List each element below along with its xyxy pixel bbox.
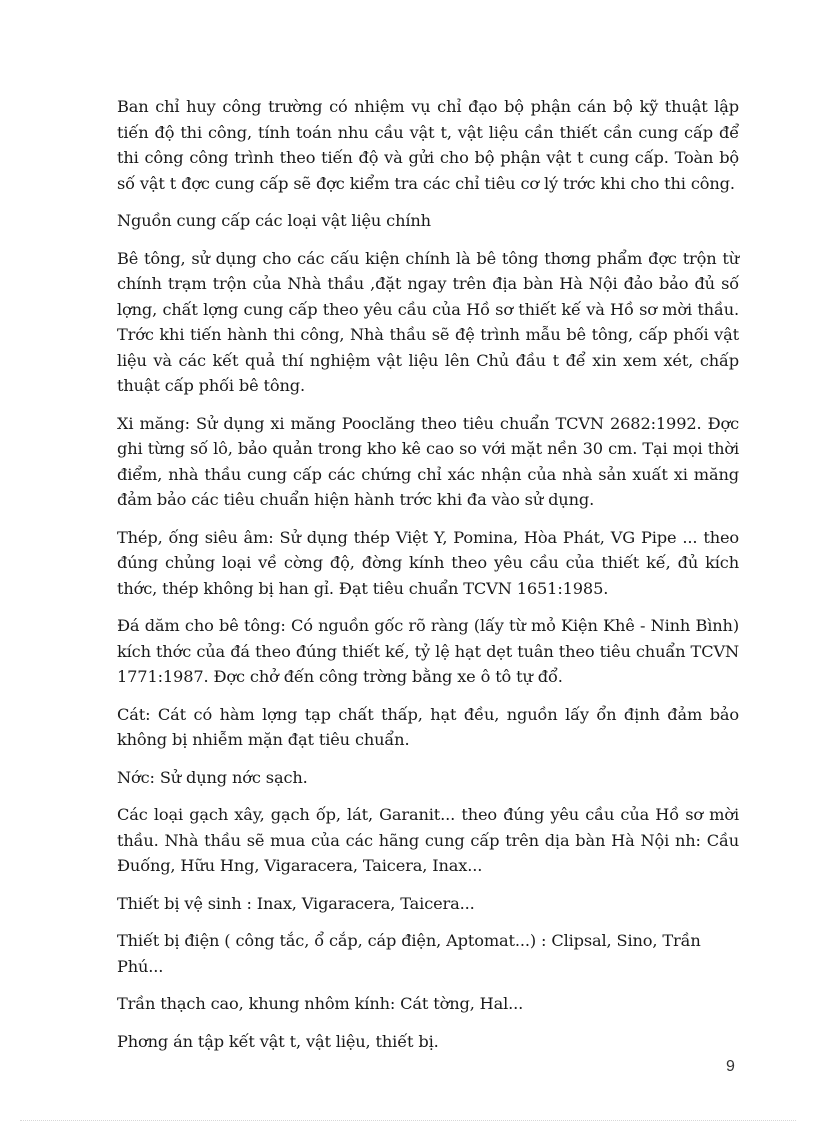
heading-material-sources: Nguồn cung cấp các loại vật liệu chính (117, 211, 431, 230)
paragraph-sand: Cát: Cát có hàm lợng tạp chất thấp, hạt đều, nguồn lấy ổn định đảm bảo không bị nhiễm mặn đạt tiêu chuẩn. (117, 704, 739, 749)
paragraph-crushed-stone: Đá dăm cho bê tông: Có nguồn gốc rõ ràng (lấy từ mỏ Kiện Khê - Ninh Bình) kích thớc của đá theo đúng thiết kế, tỷ lệ hạt dẹt tuân theo tiêu chuẩn TCVN 1771:1987. Đợc chở đến công trờng bằng xe ô tô tự đổ. (117, 616, 739, 686)
page-number: 9 (726, 1058, 735, 1075)
paragraph-concrete: Bê tông, sử dụng cho các cấu kiện chính là bê tông thơng phẩm đợc trộn từ chính trạm trộn của Nhà thầu ,đặt ngay trên địa bàn Hà Nội đảo bảo đủ số lợng, chất lợng cung cấp theo yêu cầu của Hồ sơ thiết kế và Hồ sơ mời thầu. Trớc khi tiến hành thi công, Nhà thầu sẽ đệ trình mẫu bê tông, cấp phối vật liệu và các kết quả thí nghiệm vật liệu lên Chủ đầu t để xin xem xét, chấp thuật cấp phối bê tông. (117, 248, 739, 395)
paragraph-sanitary-equipment: Thiết bị vệ sinh : Inax, Vigaracera, Taicera... (117, 893, 475, 913)
paragraph-electrical-equipment: Thiết bị điện ( công tắc, ổ cắp, cáp điện, Aptomat...) : Clipsal, Sino, Trần Phú... (117, 931, 701, 976)
paragraph-ceiling-frames: Trần thạch cao, khung nhôm kính: Cát tờng, Hal... (117, 994, 524, 1013)
document-body (117, 94, 739, 1066)
paragraph-site-command: Ban chỉ huy công trường có nhiệm vụ chỉ đạo bộ phận cán bộ kỹ thuật lập tiến độ thi công, tính toán nhu cầu vật t, vật liệu cần thiết cần cung cấp để thi công công trình theo tiến độ và gửi cho bộ phận vật t cung cấp. Toàn bộ số vật t đợc cung cấp sẽ đợc kiểm tra các chỉ tiêu cơ lý trớc khi cho thi công. (117, 97, 739, 193)
footer-divider (20, 1120, 796, 1121)
paragraph-water: Nớc: Sử dụng nớc sạch. (117, 767, 308, 787)
paragraph-steel: Thép, ống siêu âm: Sử dụng thép Việt Y, Pomina, Hòa Phát, VG Pipe ... theo đúng chủng loại về cờng độ, đờng kính theo yêu cầu của thiết kế, đủ kích thớc, thép không bị han gỉ. Đạt tiêu chuẩn TCVN 1651:1985. (117, 527, 739, 598)
paragraph-bricks-tiles: Các loại gạch xây, gạch ốp, lát, Garanit... theo đúng yêu cầu của Hồ sơ mời thầu. Nhà thầu sẽ mua của các hãng cung cấp trên dịa bàn Hà Nội nh: Cầu Đuống, Hữu Hng, Vigaracera, Taicera, Inax... (117, 805, 739, 875)
paragraph-material-gathering-plan: Phơng án tập kết vật t, vật liệu, thiết bị. (117, 1031, 439, 1051)
paragraph-cement: Xi măng: Sử dụng xi măng Pooclăng theo tiêu chuẩn TCVN 2682:1992. Đợc ghi từng số lô, bảo quản trong kho kê cao so với mặt nền 30 cm. Tại mọi thời điểm, nhà thầu cung cấp các chứng chỉ xác nhận của nhà sản xuất xi măng đảm bảo các tiêu chuẩn hiện hành trớc khi đa vào sử dụng. (117, 413, 739, 509)
